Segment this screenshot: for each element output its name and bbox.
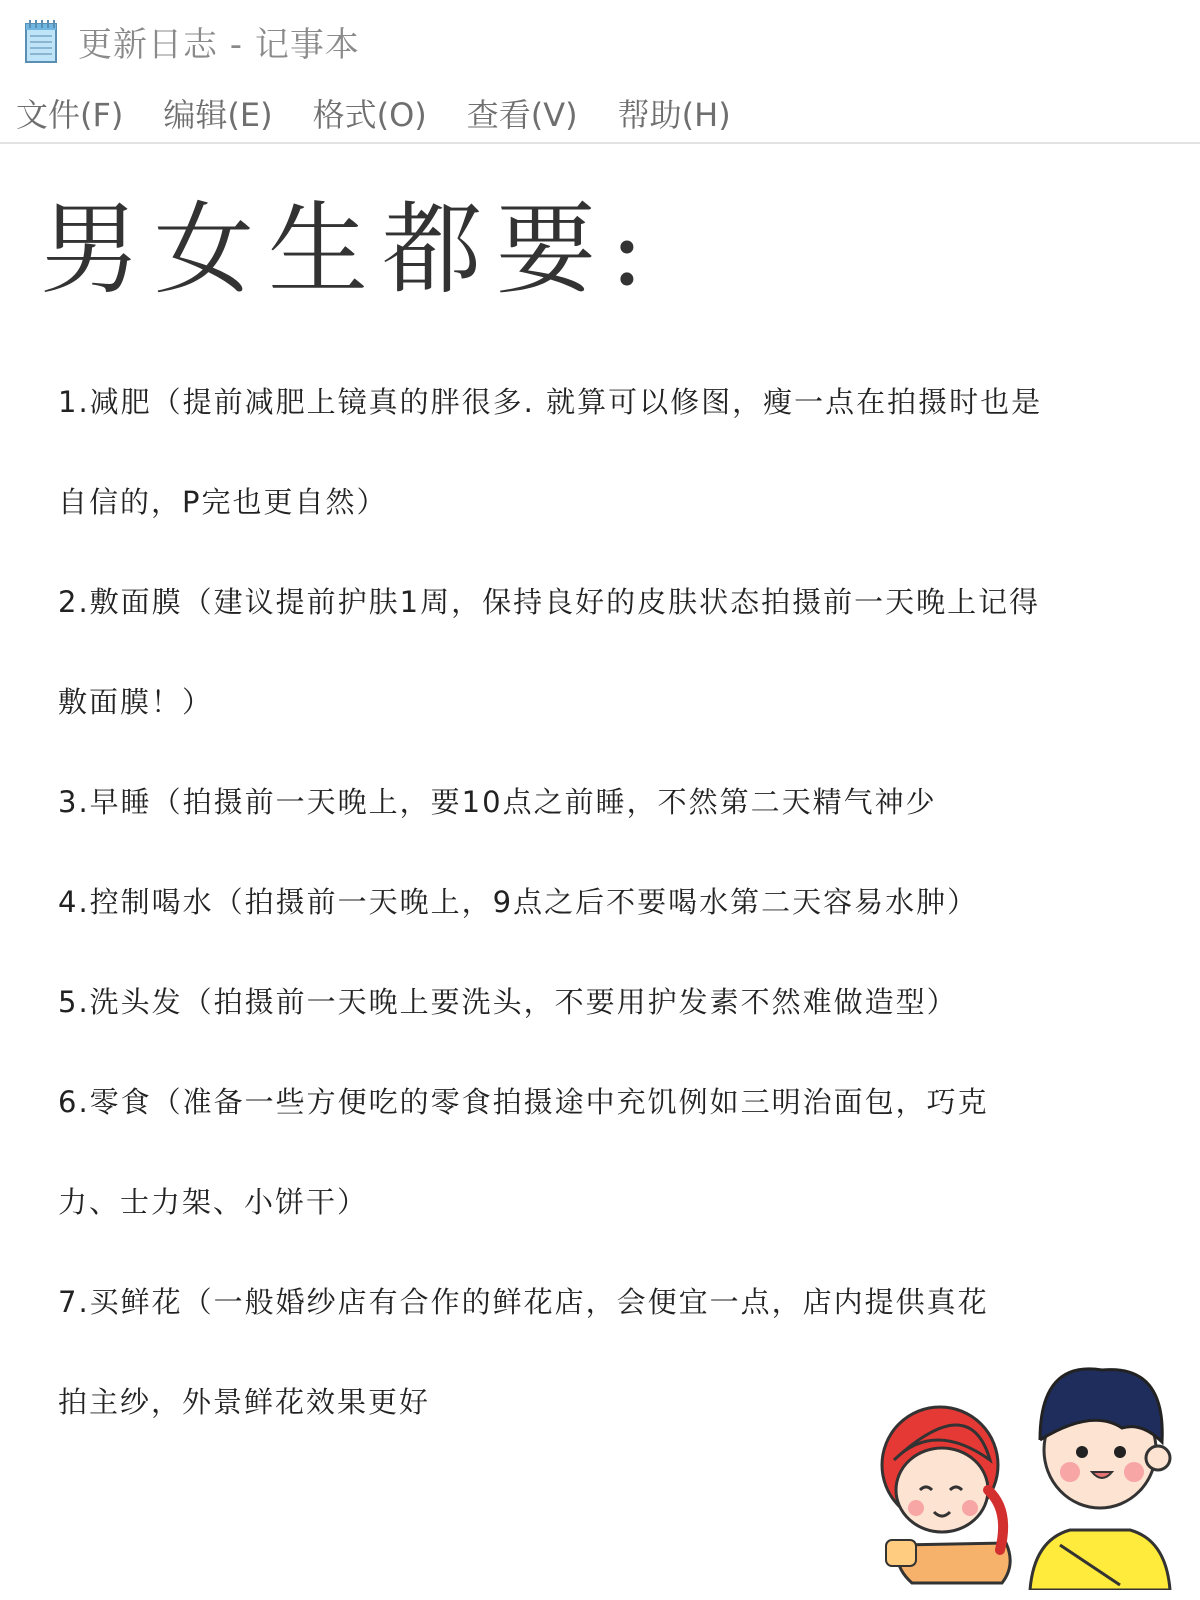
text-line: 敷面膜！） <box>58 685 214 719</box>
text-line: 7.买鲜花（一般婚纱店有合作的鲜花店，会便宜一点，店内提供真花 <box>58 1285 989 1319</box>
text-line: 力、士力架、小饼干） <box>58 1185 369 1219</box>
menu-file[interactable]: 文件(F) <box>16 96 124 134</box>
boy-figure-icon <box>1030 1369 1170 1590</box>
text-line: 1.减肥（提前减肥上镜真的胖很多. 就算可以修图，瘦一点在拍摄时也是 <box>58 385 1043 419</box>
menu-view[interactable]: 查看(V) <box>466 96 578 134</box>
text-line: 拍主纱，外景鲜花效果更好 <box>58 1385 431 1419</box>
menu-format[interactable]: 格式(O) <box>312 96 427 134</box>
title-bar <box>0 0 1200 82</box>
window-title: 更新日志 - 记事本 <box>78 24 360 65</box>
girl-figure-icon <box>882 1407 1010 1583</box>
menu-bar <box>0 84 1200 144</box>
text-line: 自信的，P完也更自然） <box>58 485 388 519</box>
menu-edit[interactable]: 编辑(E) <box>163 96 273 134</box>
cartoon-couple-illustration <box>870 1340 1190 1590</box>
document-heading: 男女生都要: <box>40 191 658 308</box>
menu-help[interactable]: 帮助(H) <box>617 96 731 134</box>
notepad-icon <box>22 18 62 64</box>
text-line: 4.控制喝水（拍摄前一天晚上，9点之后不要喝水第二天容易水肿） <box>58 885 979 919</box>
text-editor-area[interactable] <box>58 352 1168 1452</box>
text-line: 6.零食（准备一些方便吃的零食拍摄途中充饥例如三明治面包，巧克 <box>58 1085 989 1119</box>
text-line: 2.敷面膜（建议提前护肤1周，保持良好的皮肤状态拍摄前一天晚上记得 <box>58 585 1041 619</box>
text-line: 3.早睡（拍摄前一天晚上，要10点之前睡，不然第二天精气神少 <box>58 785 937 819</box>
text-line: 5.洗头发（拍摄前一天晚上要洗头，不要用护发素不然难做造型） <box>58 985 958 1019</box>
